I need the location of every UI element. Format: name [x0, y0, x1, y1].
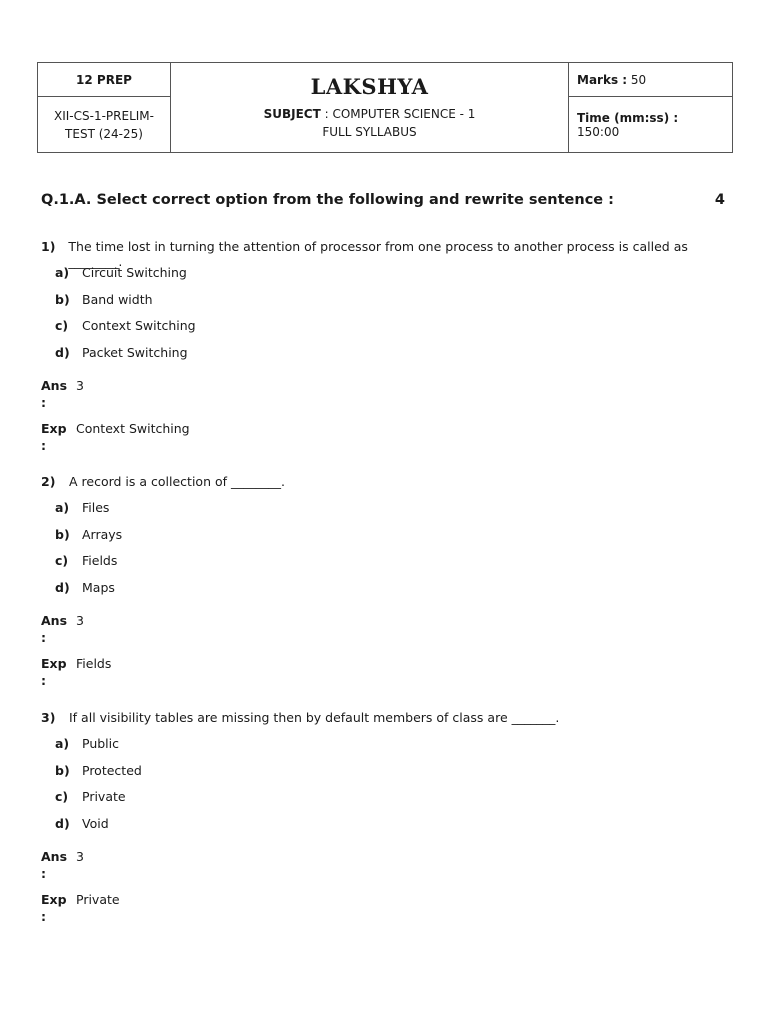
- test-code: XII-CS-1-PRELIM-TEST (24-25): [38, 97, 171, 153]
- explanation-value: Context Switching: [76, 421, 190, 436]
- subject-label: SUBJECT: [263, 107, 321, 121]
- time-label: Time (mm:ss) :: [577, 110, 679, 125]
- option-text: Private: [82, 789, 126, 804]
- answer-value: 3: [76, 613, 84, 628]
- syllabus: FULL SYLLABUS: [322, 125, 417, 139]
- answer-value: 3: [76, 849, 84, 864]
- option-text: Void: [82, 815, 109, 831]
- option-letter: b): [55, 526, 70, 542]
- class-label: 12 PREP: [38, 63, 171, 97]
- question-text: The time lost in turning the attention of processor from one process to another process is called as ________.: [68, 239, 688, 269]
- header-center: [171, 63, 569, 153]
- option-item: [41, 345, 731, 372]
- answer-row: [41, 377, 731, 411]
- option-letter: d): [55, 815, 70, 831]
- question-number: 2): [41, 474, 56, 489]
- explanation-label: Exp :: [41, 421, 67, 453]
- option-text: Maps: [82, 579, 115, 595]
- option-letter: c): [55, 789, 69, 804]
- answer-label: Ans :: [41, 849, 68, 881]
- answer-label: Ans :: [41, 613, 68, 645]
- option-letter: c): [55, 553, 69, 568]
- option-item: [41, 318, 731, 345]
- time-value: 150:00: [577, 124, 620, 139]
- explanation-value: Fields: [76, 656, 112, 671]
- section-title: Q.1.A. Select correct option from the following and rewrite sentence :: [41, 192, 614, 208]
- option-item: [41, 763, 731, 790]
- option-letter: a): [55, 736, 70, 751]
- option-letter: b): [55, 762, 70, 778]
- option-item: [41, 527, 731, 554]
- explanation-row: [41, 420, 731, 454]
- option-text: Fields: [82, 553, 118, 568]
- option-letter: d): [55, 579, 70, 595]
- option-item: [41, 580, 731, 607]
- option-letter: c): [55, 318, 69, 333]
- explanation-row: [41, 891, 731, 925]
- option-item: [41, 265, 731, 292]
- explanation-label: Exp :: [41, 656, 67, 688]
- option-text: Files: [82, 500, 110, 515]
- option-item: [41, 500, 731, 527]
- explanation-row: [41, 655, 731, 689]
- question-text: If all visibility tables are missing then by default members of class are _______.: [69, 710, 560, 725]
- option-item: [41, 553, 731, 580]
- answer-row: [41, 848, 731, 882]
- subject-line: [179, 105, 560, 123]
- option-text: Context Switching: [82, 318, 196, 333]
- question-line: [41, 710, 731, 736]
- section-marks: 4: [714, 192, 725, 208]
- option-item: [41, 292, 731, 319]
- option-letter: a): [55, 500, 70, 515]
- option-text: Protected: [82, 762, 142, 778]
- exam-title: LAKSHYA: [310, 74, 429, 99]
- question-number: 1): [41, 239, 56, 254]
- option-text: Circuit Switching: [82, 265, 187, 280]
- option-text: Packet Switching: [82, 344, 188, 360]
- question-text: A record is a collection of ________.: [69, 474, 285, 489]
- answer-value: 3: [76, 378, 84, 393]
- explanation-value: Private: [76, 892, 120, 907]
- marks-cell: [569, 63, 733, 97]
- option-text: Band width: [82, 291, 153, 307]
- option-letter: b): [55, 291, 70, 307]
- question-1: [41, 239, 731, 454]
- option-item: [41, 789, 731, 816]
- section-heading: [41, 192, 725, 208]
- option-letter: a): [55, 265, 70, 280]
- answer-label: Ans :: [41, 378, 68, 410]
- marks-label: Marks :: [577, 72, 628, 87]
- question-2: [41, 474, 731, 689]
- marks-value: 50: [630, 72, 647, 87]
- question-line: [41, 239, 731, 269]
- question-3: [41, 710, 731, 925]
- option-item: [41, 816, 731, 843]
- option-letter: d): [55, 344, 70, 360]
- header-table: [37, 62, 733, 153]
- option-text: Arrays: [82, 526, 123, 542]
- question-line: [41, 474, 731, 500]
- explanation-label: Exp :: [41, 892, 67, 924]
- subject-value: : COMPUTER SCIENCE - 1: [324, 107, 476, 121]
- option-item: [41, 736, 731, 763]
- answer-row: [41, 612, 731, 646]
- time-cell: [569, 97, 733, 153]
- option-text: Public: [82, 736, 119, 751]
- question-number: 3): [41, 710, 56, 725]
